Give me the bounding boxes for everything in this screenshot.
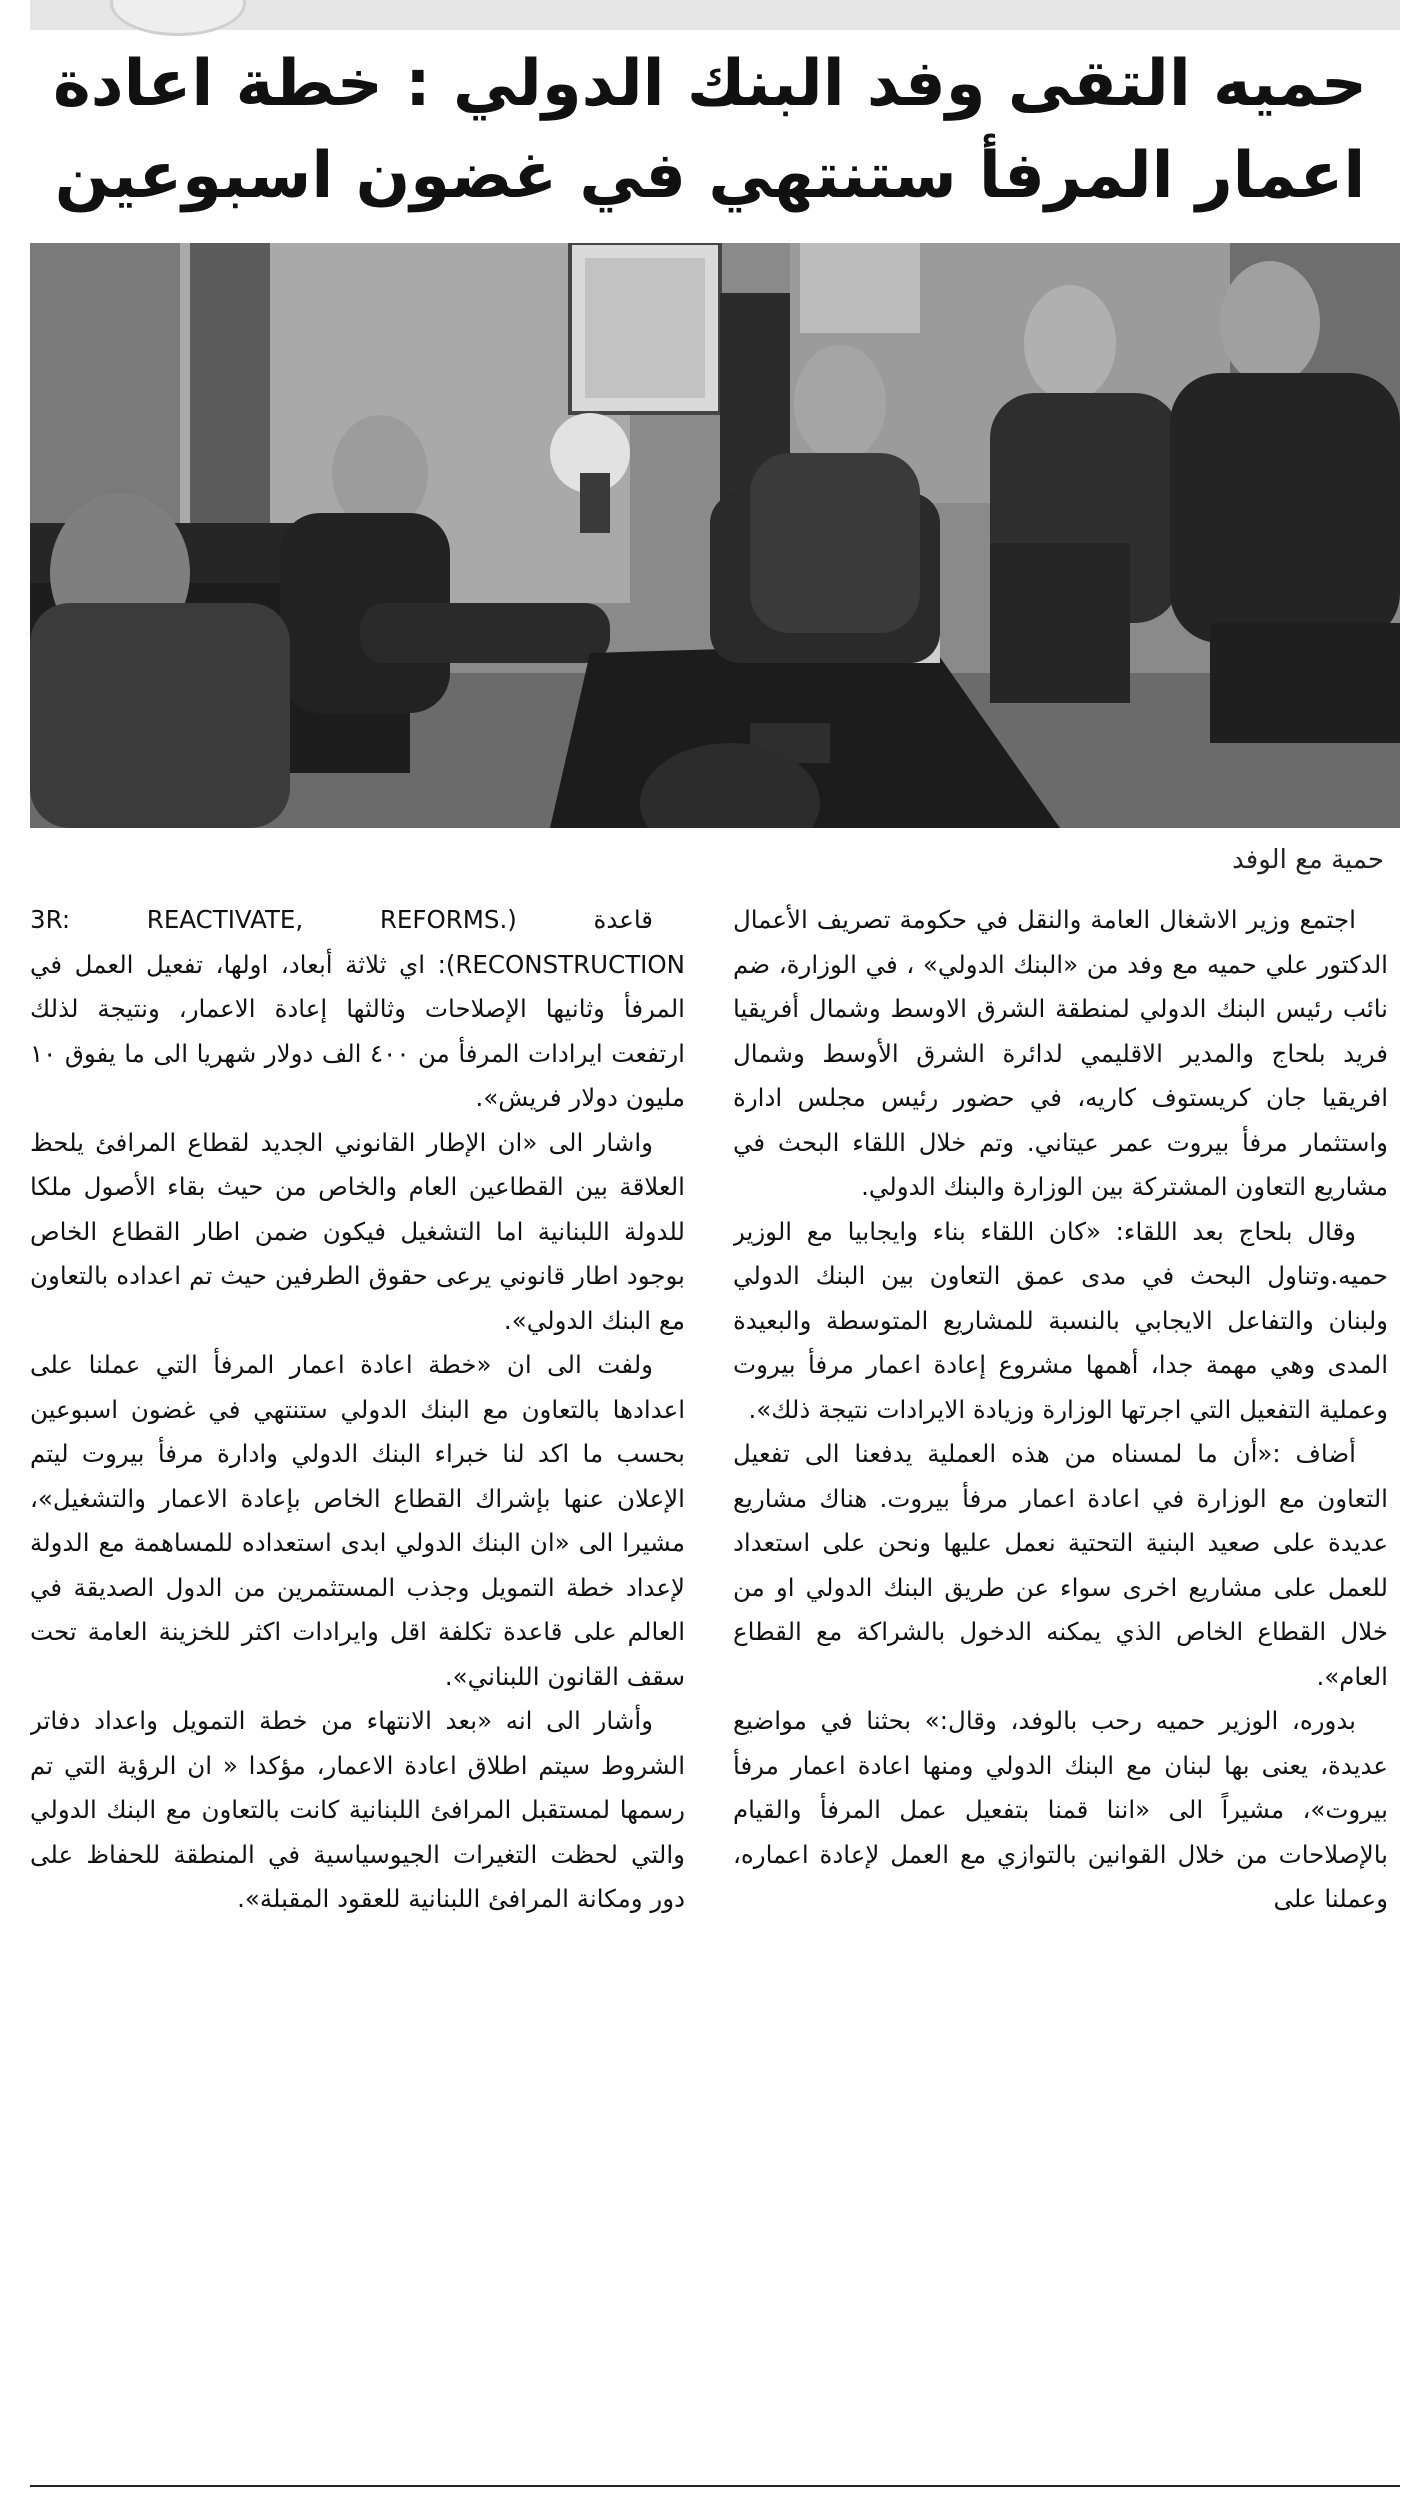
paragraph: أضاف :«أن ما لمسناه من هذه العملية يدفعنا الى تفعيل التعاون مع الوزارة في اعادة اعمار مرفأ بيروت. هناك مشاريع عديدة على صعيد البنية التحتية نعمل عليها ونحن على استعداد للعمل على مشاريع اخرى سواء عن طريق البنك الدولي او من خلال القطاع الخاص الذي يمكنه الدخول بالشراكة مع القطاع العام».	[733, 1439, 1388, 1691]
paragraph: اجتمع وزير الاشغال العامة والنقل في حكومة تصريف الأعمال الدكتور علي حميه مع وفد من «البنك الدولي» ، في الوزارة، ضم نائب رئيس البنك الدولي لمنطقة الشرق الاوسط وشمال أفريقيا فريد بلحاج والمدير الاقليمي لدائرة الشرق الأوسط وشمال افريقيا جان كريستوف كاريه، في حضور رئيس مجلس ادارة واستثمار مرفأ بيروت عمر عيتاني. وتم خلال اللقاء البحث في مشاريع التعاون المشتركة بين الوزارة والبنك الدولي.	[733, 905, 1388, 1201]
paragraph: وقال بلحاج بعد اللقاء: «كان اللقاء بناء وايجابيا مع الوزير حميه.وتناول البحث في مدى عمق التعاون بين البنك الدولي ولبنان والتفاعل الايجابي بالنسبة للمشاريع المتوسطة والبعيدة المدى وهي مهمة جدا، أهمها مشروع إعادة اعمار مرفأ بيروت وعملية التفعيل التي اجرتها الوزارة وزيادة الايرادات نتيجة ذلك».	[733, 1216, 1388, 1424]
paragraph: وأشار الى انه «بعد الانتهاء من خطة التمويل واعداد دفاتر الشروط سيتم اطلاق اعادة الاعمار، مؤكدا « ان الرؤية التي تم رسمها لمستقبل المرافئ اللبنانية كانت بالتعاون مع البنك الدولي والتي لحظت التغيرات الجيوسياسية في المنطقة للحفاظ على دور ومكانة المرافئ اللبنانية للعقود المقبلة».	[30, 1706, 685, 1913]
article-headline: حميه التقى وفد البنك الدولي : خطة اعادة اعمار المرفأ ستنتهي في غضون اسبوعين	[53, 47, 1367, 213]
paragraph: واشار الى «ان الإطار القانوني الجديد لقطاع المرافئ يلحظ العلاقة بين القطاعين العام والخاص من حيث بقاء الأصول ملكا للدولة اللبنانية اما التشغيل فيكون ضمن اطار القطاع الخاص بوجود اطار قانوني يرعى حقوق الطرفين حيث تم اعداده بالتعاون مع البنك الدولي».	[30, 1127, 685, 1335]
paragraph: ولفت الى ان «خطة اعادة اعمار المرفأ التي عملنا على اعدادها بالتعاون مع البنك الدولي ستنتهي في غضون اسبوعين بحسب ما اكد لنا خبراء البنك الدولي وادارة مرفأ بيروت ليتم الإعلان عنها بإشراك القطاع الخاص بإعادة الاعمار والتشغيل»، مشيرا الى «ان البنك الدولي ابدى استعداده للمساهمة مع الدولة لإعداد خطة التمويل وجذب المستثمرين من الدول الصديقة في العالم على قاعدة تكلفة اقل وايرادات اكثر للخزينة العامة تحت سقف القانون اللبناني».	[30, 1350, 685, 1691]
bottom-divider	[30, 2485, 1400, 2487]
article-column-left	[30, 898, 685, 2458]
photo-caption: حمية مع الوفد	[1232, 845, 1384, 875]
article-column-right	[733, 898, 1388, 2458]
top-masthead-strip	[30, 0, 1400, 30]
paragraph: بدوره، الوزير حميه رحب بالوفد، وقال:» بحثنا في مواضيع عديدة، يعنى بها لبنان مع البنك الدولي ومنها اعادة اعمار مرفأ بيروت»، مشيراً الى «اننا قمنا بتفعيل عمل المرفأ والقيام بالإصلاحات من خلال القوانين بالتوازي مع العمل لإعادة اعماره، وعملنا على	[733, 1706, 1388, 1913]
meeting-photo	[30, 243, 1400, 828]
masthead-emblem	[110, 0, 246, 36]
paragraph: قاعدة (3R: REACTIVATE, REFORMS. RECONSTRUCTION): اي ثلاثة أبعاد، اولها، تفعيل العمل في المرفأ وثانيها الإصلاحات وثالثها إعادة الاعمار، ونتيجة لذلك ارتفعت ايرادات المرفأ من ٤٠٠ الف دولار شهريا الى ما يفوق ١٠ مليون دولار فريش».	[30, 905, 685, 1112]
